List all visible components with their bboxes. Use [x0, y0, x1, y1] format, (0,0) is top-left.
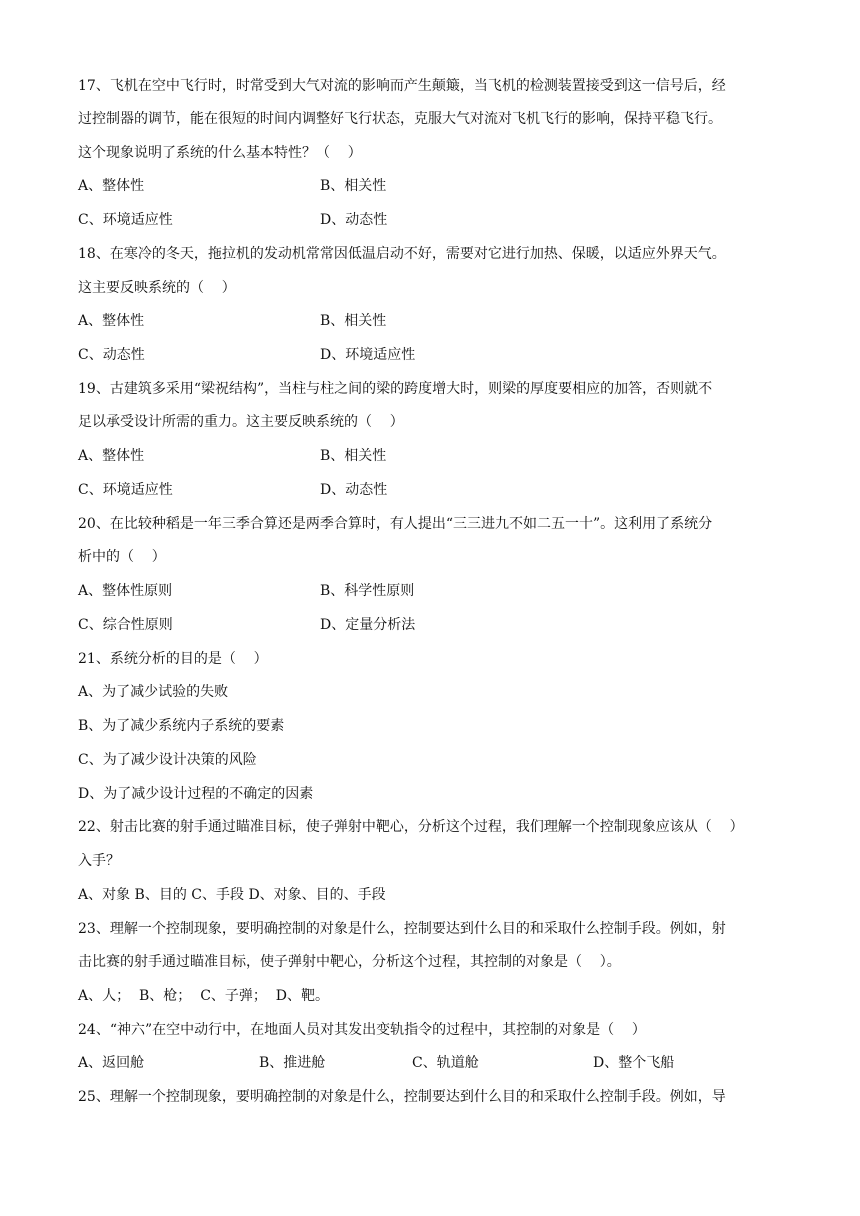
q20-line-1: 20、在比较种稻是一年三季合算还是两季合算时，有人提出“三三进九不如二五一十”。这利用了系统分 [78, 516, 713, 532]
q20-option-b: B、科学性原则 [320, 583, 415, 599]
q21-option-a: A、为了减少试验的失败 [78, 684, 229, 700]
q17-line-1: 17、飞机在空中飞行时，时常受到大气对流的影响而产生颠簸，当飞机的检测装置接受到这一信号后，经 [78, 78, 726, 94]
q19-line-2: 足以承受设计所需的重力。这主要反映系统的（ ） [78, 414, 404, 430]
q24-line-1: 24、“神六”在空中动行中，在地面人员对其发出变轨指令的过程中，其控制的对象是（ ） [78, 1022, 646, 1038]
q20-line-2: 析中的（ ） [78, 549, 166, 565]
q20-option-d: D、定量分析法 [320, 617, 416, 633]
q24-option-b: B、推进舱 [259, 1055, 326, 1071]
q23-line-2: 击比赛的射手通过瞄准目标，使子弹射中靶心，分析这个过程，其控制的对象是（ ）。 [78, 954, 621, 970]
q25-line-1: 25、理解一个控制现象，要明确控制的对象是什么，控制要达到什么目的和采取什么控制手段。例如，导 [78, 1089, 726, 1105]
q19-line-1: 19、古建筑多采用“梁祝结构”，当柱与柱之间的梁的跨度增大时，则梁的厚度要相应的加答，否则就不 [78, 381, 713, 397]
q21-option-b: B、为了减少系统内子系统的要素 [78, 718, 285, 734]
q19-option-c: C、环境适应性 [78, 482, 173, 498]
q24-option-c: C、轨道舱 [412, 1055, 479, 1071]
q23-line-1: 23、理解一个控制现象，要明确控制的对象是什么，控制要达到什么目的和采取什么控制手段。例如，射 [78, 921, 726, 937]
q21-option-c: C、为了减少设计决策的风险 [78, 752, 257, 768]
q18-line-1: 18、在寒冷的冬天，拖拉机的发动机常常因低温启动不好，需要对它进行加热、保暖，以适应外界天气。 [78, 246, 726, 262]
q17-line-3: 这个现象说明了系统的什么基本特性？（ ） [78, 145, 362, 161]
q18-option-c: C、动态性 [78, 347, 145, 363]
q20-option-c: C、综合性原则 [78, 617, 173, 633]
q17-option-d: D、动态性 [320, 212, 388, 228]
q17-line-2: 过控制器的调节，能在很短的时间内调整好飞行状态，克服大气对流对飞机飞行的影响，保持平稳飞行。 [78, 111, 722, 127]
q19-option-d: D、动态性 [320, 482, 388, 498]
q19-option-a: A、整体性 [78, 448, 145, 464]
q20-option-a: A、整体性原则 [78, 583, 173, 599]
q24-option-d: D、整个飞船 [593, 1055, 675, 1071]
q18-option-b: B、相关性 [320, 313, 387, 329]
q21-line-1: 21、系统分析的目的是（ ） [78, 651, 268, 667]
q19-option-b: B、相关性 [320, 448, 387, 464]
q23-options: A、人； B、枪； C、子弹； D、靶。 [78, 988, 330, 1004]
q18-option-d: D、环境适应性 [320, 347, 416, 363]
q22-options: A、对象 B、目的 C、手段 D、对象、目的、手段 [78, 887, 386, 903]
q22-line-1: 22、射击比赛的射手通过瞄准目标，使子弹射中靶心，分析这个过程，我们理解一个控制现象应该从（ ） [78, 819, 744, 835]
q24-option-a: A、返回舱 [78, 1055, 145, 1071]
q17-option-c: C、环境适应性 [78, 212, 173, 228]
q21-option-d: D、为了减少设计过程的不确定的因素 [78, 786, 314, 802]
q18-line-2: 这主要反映系统的（ ） [78, 280, 236, 296]
q17-option-a: A、整体性 [78, 178, 145, 194]
q18-option-a: A、整体性 [78, 313, 145, 329]
q17-option-b: B、相关性 [320, 178, 387, 194]
q22-line-2: 入手？ [78, 853, 120, 869]
